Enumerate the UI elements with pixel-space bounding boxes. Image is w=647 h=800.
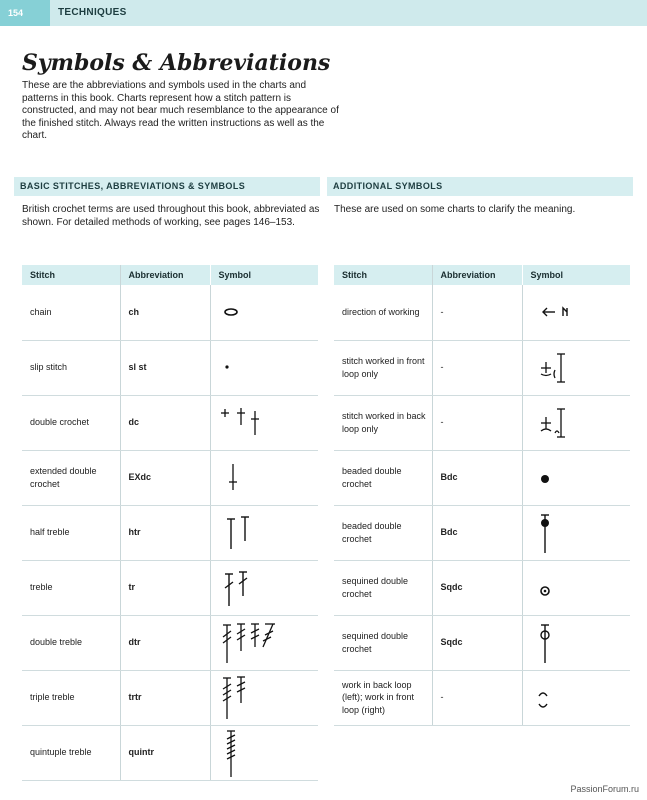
quintuple-treble-symbol	[217, 727, 277, 779]
stitch-name: treble	[22, 560, 120, 615]
stitch-abbreviation: dtr	[120, 615, 210, 670]
treble-symbol	[217, 566, 277, 610]
direction-arrows-symbol	[529, 292, 619, 332]
stitch-name: half treble	[22, 505, 120, 560]
stitch-name: work in back loop (left); work in front loop (right)	[334, 670, 432, 725]
table-row	[334, 615, 630, 670]
double-treble-symbol	[217, 619, 317, 667]
beaded-dc-symbol	[529, 458, 619, 498]
half-treble-symbol	[217, 511, 277, 555]
table-header-row	[334, 265, 630, 285]
extended-double-crochet-symbol	[217, 458, 277, 498]
stitch-abbreviation: Bdc	[432, 450, 522, 505]
column-header-symbol: Symbol	[522, 265, 630, 285]
additional-symbols-table	[334, 265, 630, 726]
basic-stitches-description: British crochet terms are used throughout this book, abbreviated as shown. For detailed methods of working, see pages 146–153.	[22, 204, 320, 228]
stitch-name: beaded double crochet	[334, 450, 432, 505]
column-header-abbreviation: Abbreviation	[432, 265, 522, 285]
back-front-loop-arcs-symbol	[529, 678, 619, 718]
intro-paragraph: These are the abbreviations and symbols used in the charts and patterns in this book. Charts represent how a stitch pattern is constructed, and may not bear much resemblance to the appearance of the finished stitch. Always read the written instructions as well as the chart.	[22, 80, 339, 142]
stitch-abbreviation: Sqdc	[432, 615, 522, 670]
stitch-name: sequined double crochet	[334, 560, 432, 615]
chain-oval-symbol	[217, 292, 277, 332]
table-row	[334, 560, 630, 615]
table-row	[334, 450, 630, 505]
table-row	[22, 505, 318, 560]
stitch-name: triple treble	[22, 670, 120, 725]
table-row	[22, 560, 318, 615]
table-row	[334, 395, 630, 450]
table-row	[22, 450, 318, 505]
table-row	[334, 505, 630, 560]
table-row	[334, 285, 630, 340]
stitch-abbreviation: tr	[120, 560, 210, 615]
basic-stitches-table	[22, 265, 318, 781]
basic-stitches-heading: BASIC STITCHES, ABBREVIATIONS & SYMBOLS	[14, 177, 320, 196]
slip-stitch-dot-symbol	[217, 348, 277, 388]
column-header-stitch: Stitch	[22, 265, 120, 285]
watermark: PassionForum.ru	[570, 784, 639, 794]
stitch-name: sequined double crochet	[334, 615, 432, 670]
table-row	[22, 615, 318, 670]
stitch-name: stitch worked in front loop only	[334, 340, 432, 395]
table-row	[22, 340, 318, 395]
stitch-abbreviation: Bdc	[432, 505, 522, 560]
stitch-abbreviation: ch	[120, 285, 210, 340]
table-row	[22, 285, 318, 340]
additional-symbols-description: These are used on some charts to clarify the meaning.	[334, 204, 576, 215]
additional-symbols-heading: ADDITIONAL SYMBOLS	[327, 177, 633, 196]
stitch-abbreviation: -	[432, 670, 522, 725]
stitch-abbreviation: quintr	[120, 725, 210, 780]
sequined-dc-stem-symbol	[529, 619, 619, 667]
table-row	[22, 395, 318, 450]
stitch-abbreviation: trtr	[120, 670, 210, 725]
table-row	[22, 670, 318, 725]
page-title: Symbols & Abbreviations	[22, 50, 331, 76]
column-header-stitch: Stitch	[334, 265, 432, 285]
double-crochet-cross-symbol	[217, 403, 277, 443]
page-number: 154	[0, 0, 50, 26]
stitch-name: chain	[22, 285, 120, 340]
table-row	[22, 725, 318, 780]
table-row	[334, 340, 630, 395]
column-header-symbol: Symbol	[210, 265, 318, 285]
beaded-dc-stem-symbol	[529, 509, 619, 557]
sequined-dc-symbol	[529, 568, 619, 608]
stitch-name: direction of working	[334, 285, 432, 340]
stitch-abbreviation: -	[432, 395, 522, 450]
section-label: TECHNIQUES	[58, 7, 127, 18]
table-row	[334, 670, 630, 725]
stitch-name: double crochet	[22, 395, 120, 450]
column-header-abbreviation: Abbreviation	[120, 265, 210, 285]
stitch-abbreviation: htr	[120, 505, 210, 560]
stitch-abbreviation: sl st	[120, 340, 210, 395]
back-loop-symbol	[529, 401, 619, 445]
stitch-name: slip stitch	[22, 340, 120, 395]
stitch-name: extended double crochet	[22, 450, 120, 505]
stitch-abbreviation: dc	[120, 395, 210, 450]
stitch-abbreviation: -	[432, 285, 522, 340]
stitch-name: beaded double crochet	[334, 505, 432, 560]
stitch-name: quintuple treble	[22, 725, 120, 780]
triple-treble-symbol	[217, 673, 277, 723]
stitch-abbreviation: -	[432, 340, 522, 395]
front-loop-symbol	[529, 346, 619, 390]
stitch-name: stitch worked in back loop only	[334, 395, 432, 450]
stitch-abbreviation: Sqdc	[432, 560, 522, 615]
stitch-abbreviation: EXdc	[120, 450, 210, 505]
stitch-name: double treble	[22, 615, 120, 670]
table-header-row	[22, 265, 318, 285]
